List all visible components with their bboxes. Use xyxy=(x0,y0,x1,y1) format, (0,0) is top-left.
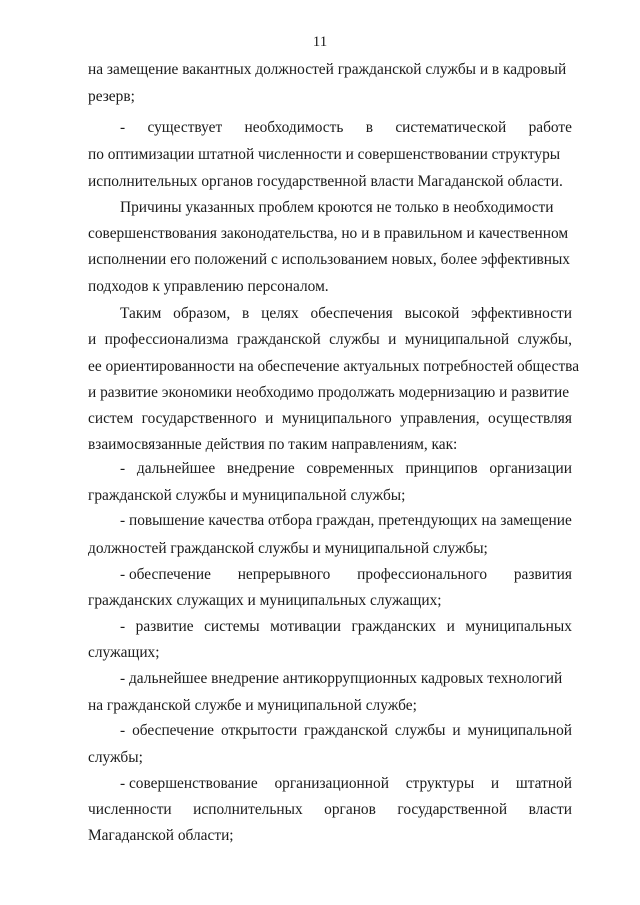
text-line xyxy=(88,225,572,243)
text-segment: резерв; xyxy=(88,88,135,105)
text-line xyxy=(120,119,572,137)
text-segment: гражданских xyxy=(351,618,437,635)
text-segment: подходов к управлению персоналом. xyxy=(88,278,329,295)
text-segment: власти xyxy=(528,801,572,818)
text-segment: профессионального xyxy=(357,566,488,583)
text-segment: службы xyxy=(329,331,380,348)
text-segment: и развитие экономики необходимо продолжать модернизацию и развитие xyxy=(88,384,570,401)
text-segment: эффективности xyxy=(471,305,572,322)
text-line xyxy=(120,512,572,530)
text-segment: - повышение качества отбора граждан, претендующих на замещение xyxy=(120,512,572,529)
text-line xyxy=(88,592,572,610)
text-segment: на замещение вакантных должностей гражданской службы и в кадровый xyxy=(88,61,567,78)
text-segment: существует xyxy=(147,119,223,136)
text-segment: структуры xyxy=(405,775,475,792)
text-line xyxy=(120,566,572,584)
text-segment: обеспечения xyxy=(310,305,393,322)
text-segment: дальнейшее xyxy=(136,460,216,477)
text-segment: гражданской xyxy=(304,722,388,739)
text-segment: развитие xyxy=(135,618,194,635)
text-segment: обеспечение xyxy=(132,722,215,739)
text-segment: на гражданской службе и муниципальной службе; xyxy=(88,697,417,714)
text-segment: - совершенствование xyxy=(120,775,258,792)
text-line xyxy=(88,173,572,191)
text-segment: Таким xyxy=(120,305,162,322)
text-line xyxy=(88,827,572,845)
text-segment: государственной xyxy=(397,801,508,818)
text-line xyxy=(88,358,580,376)
text-segment: гражданской xyxy=(236,331,321,348)
text-segment: организации xyxy=(489,460,572,477)
text-segment: внедрение xyxy=(226,460,295,477)
text-segment: систем xyxy=(88,410,134,427)
text-segment: взаимосвязанные действия по таким направлениям, как: xyxy=(88,436,458,453)
text-segment: непрерывного xyxy=(237,566,331,583)
text-segment: - обеспечение xyxy=(120,566,211,583)
text-segment: Магаданской области; xyxy=(88,827,234,844)
text-segment: Причины указанных проблем кроются не только в необходимости xyxy=(120,199,554,216)
text-line xyxy=(88,487,572,505)
text-segment: ее ориентированности на обеспечение актуальных потребностей общества xyxy=(88,358,580,375)
text-segment: открытости xyxy=(220,722,298,739)
text-segment: штатной xyxy=(515,775,572,792)
text-segment: в xyxy=(365,119,373,136)
text-segment: муниципальных xyxy=(465,618,572,635)
text-segment: муниципальной xyxy=(404,331,510,348)
text-segment: управления, xyxy=(400,410,480,427)
text-segment: и xyxy=(88,331,97,348)
text-segment: работе xyxy=(528,119,572,136)
text-segment: систематической xyxy=(395,119,507,136)
text-line xyxy=(88,278,572,296)
text-segment: должностей гражданской службы и муниципальной службы; xyxy=(88,540,488,557)
text-segment: численности xyxy=(88,801,172,818)
text-line xyxy=(120,775,572,793)
text-segment: гражданской службы и муниципальной службы; xyxy=(88,487,406,504)
text-line xyxy=(88,540,572,558)
text-segment: государственного xyxy=(141,410,257,427)
text-segment: и xyxy=(446,618,455,635)
text-line xyxy=(88,697,572,715)
text-segment: системы xyxy=(204,618,260,635)
text-line xyxy=(88,88,572,106)
text-line xyxy=(88,384,572,402)
text-segment: по оптимизации штатной численности и совершенствовании структуры xyxy=(88,146,561,163)
text-segment: развития xyxy=(513,566,572,583)
text-segment: гражданских служащих и муниципальных служащих; xyxy=(88,592,442,609)
text-segment: муниципальной xyxy=(467,722,572,739)
text-segment: - xyxy=(120,119,126,136)
text-segment: службы; xyxy=(88,749,143,766)
text-segment: и xyxy=(265,410,274,427)
text-segment: и xyxy=(452,722,461,739)
text-segment: необходимость xyxy=(244,119,344,136)
text-segment: образом, xyxy=(173,305,231,322)
text-segment: служащих; xyxy=(88,644,160,661)
text-line xyxy=(120,722,572,740)
text-line xyxy=(120,305,572,323)
text-line xyxy=(120,460,572,478)
text-line xyxy=(88,146,572,164)
text-line xyxy=(88,801,572,819)
text-segment: целях xyxy=(261,305,299,322)
text-segment: - xyxy=(120,618,126,635)
text-line xyxy=(88,251,572,269)
text-line xyxy=(88,749,572,767)
text-segment: службы xyxy=(394,722,446,739)
text-line xyxy=(88,61,572,79)
text-segment: службы, xyxy=(517,331,572,348)
text-segment: мотивации xyxy=(270,618,341,635)
text-segment: принципов xyxy=(405,460,478,477)
text-segment: - дальнейшее внедрение антикоррупционных кадровых технологий xyxy=(120,670,563,687)
text-line xyxy=(88,410,572,428)
text-segment: исполнительных органов государственной власти Магаданской области. xyxy=(88,173,563,190)
text-segment: - xyxy=(120,722,126,739)
text-segment: и xyxy=(490,775,500,792)
text-line xyxy=(120,670,572,688)
text-segment: муниципального xyxy=(281,410,392,427)
text-segment: организационной xyxy=(274,775,389,792)
text-segment: профессионализма xyxy=(104,331,229,348)
text-line xyxy=(88,331,572,349)
text-segment: высокой xyxy=(404,305,460,322)
text-segment: современных xyxy=(306,460,394,477)
text-line xyxy=(120,199,572,217)
text-segment: - xyxy=(120,460,126,477)
text-line xyxy=(88,436,572,454)
text-segment: совершенствования законодательства, но и в правильном и качественном xyxy=(88,225,569,242)
text-segment: исполнении его положений с использованием новых, более эффективных xyxy=(88,251,571,268)
text-line xyxy=(88,644,572,662)
page-number: 11 xyxy=(312,34,328,50)
text-segment: в xyxy=(242,305,250,322)
text-line xyxy=(120,618,572,636)
text-segment: органов xyxy=(324,801,376,818)
text-segment: исполнительных xyxy=(193,801,303,818)
text-segment: осуществляя xyxy=(488,410,572,427)
text-segment: и xyxy=(388,331,397,348)
